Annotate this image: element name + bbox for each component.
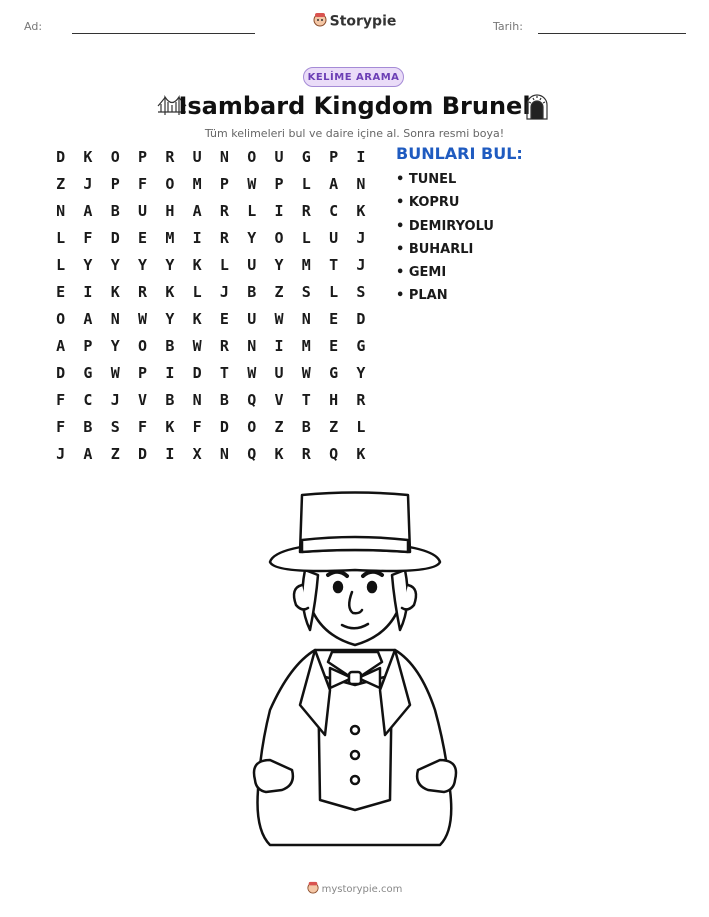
grid-letter[interactable]: K bbox=[192, 256, 202, 274]
grid-row bbox=[47, 147, 375, 174]
grid-letter[interactable]: A bbox=[83, 445, 93, 463]
grid-letter[interactable]: J bbox=[219, 283, 229, 301]
grid-letter[interactable]: F bbox=[56, 391, 66, 409]
grid-letter[interactable]: N bbox=[301, 310, 311, 328]
grid-letter[interactable]: P bbox=[329, 148, 339, 166]
grid-letter[interactable]: I bbox=[83, 283, 93, 301]
grid-letter[interactable]: A bbox=[83, 202, 93, 220]
grid-letter[interactable]: E bbox=[329, 337, 339, 355]
grid-letter[interactable]: U bbox=[138, 202, 148, 220]
grid-letter[interactable]: J bbox=[110, 391, 120, 409]
grid-letter[interactable]: Y bbox=[110, 256, 120, 274]
grid-letter[interactable]: N bbox=[247, 337, 257, 355]
grid-letter[interactable]: S bbox=[110, 418, 120, 436]
grid-letter[interactable]: B bbox=[219, 391, 229, 409]
grid-letter[interactable]: K bbox=[165, 283, 175, 301]
grid-letter[interactable]: M bbox=[301, 256, 311, 274]
grid-letter[interactable]: U bbox=[274, 148, 284, 166]
grid-letter[interactable]: U bbox=[247, 310, 257, 328]
grid-letter[interactable]: Y bbox=[138, 256, 148, 274]
grid-letter[interactable]: U bbox=[192, 148, 202, 166]
grid-letter[interactable]: B bbox=[165, 391, 175, 409]
grid-letter[interactable]: E bbox=[329, 310, 339, 328]
grid-letter[interactable]: J bbox=[356, 256, 366, 274]
grid-letter[interactable]: T bbox=[329, 256, 339, 274]
grid-letter[interactable]: U bbox=[247, 256, 257, 274]
grid-letter[interactable]: N bbox=[110, 310, 120, 328]
grid-letter[interactable]: O bbox=[138, 337, 148, 355]
grid-letter[interactable]: R bbox=[301, 445, 311, 463]
grid-letter[interactable]: W bbox=[274, 310, 284, 328]
grid-letter[interactable]: P bbox=[219, 175, 229, 193]
grid-letter[interactable]: J bbox=[83, 175, 93, 193]
grid-letter[interactable]: U bbox=[329, 229, 339, 247]
date-label: Tarih: bbox=[493, 20, 523, 33]
grid-letter[interactable]: G bbox=[83, 364, 93, 382]
grid-letter[interactable]: W bbox=[192, 337, 202, 355]
grid-letter[interactable]: F bbox=[56, 418, 66, 436]
name-label: Ad: bbox=[24, 20, 43, 33]
grid-letter[interactable]: O bbox=[247, 148, 257, 166]
grid-letter[interactable]: X bbox=[192, 445, 202, 463]
grid-letter[interactable]: L bbox=[301, 175, 311, 193]
grid-letter[interactable]: L bbox=[56, 256, 66, 274]
grid-letter[interactable]: Q bbox=[247, 445, 257, 463]
grid-letter[interactable]: F bbox=[138, 175, 148, 193]
tunnel-icon bbox=[525, 94, 549, 124]
grid-letter[interactable]: P bbox=[138, 148, 148, 166]
grid-letter[interactable]: A bbox=[329, 175, 339, 193]
grid-letter[interactable]: J bbox=[356, 229, 366, 247]
grid-letter[interactable]: A bbox=[56, 337, 66, 355]
grid-letter[interactable]: Y bbox=[165, 310, 175, 328]
grid-letter[interactable]: F bbox=[192, 418, 202, 436]
grid-letter[interactable]: S bbox=[356, 283, 366, 301]
grid-letter[interactable]: I bbox=[192, 229, 202, 247]
grid-letter[interactable]: N bbox=[356, 175, 366, 193]
grid-row bbox=[47, 255, 375, 282]
grid-letter[interactable]: V bbox=[274, 391, 284, 409]
footer-url[interactable]: mystorypie.com bbox=[321, 884, 403, 895]
grid-letter[interactable]: J bbox=[56, 445, 66, 463]
grid-letter[interactable]: Y bbox=[165, 256, 175, 274]
grid-letter[interactable]: G bbox=[301, 148, 311, 166]
grid-letter[interactable]: O bbox=[274, 229, 284, 247]
grid-letter[interactable]: R bbox=[301, 202, 311, 220]
grid-letter[interactable]: W bbox=[301, 364, 311, 382]
grid-letter[interactable]: G bbox=[356, 337, 366, 355]
grid-letter[interactable]: A bbox=[83, 310, 93, 328]
grid-letter[interactable]: L bbox=[192, 283, 202, 301]
grid-letter[interactable]: B bbox=[110, 202, 120, 220]
grid-letter[interactable]: B bbox=[83, 418, 93, 436]
find-word: • BUHARLI bbox=[396, 241, 474, 257]
find-word-list bbox=[396, 172, 494, 312]
grid-letter[interactable]: D bbox=[356, 310, 366, 328]
grid-row bbox=[47, 282, 375, 309]
footer bbox=[0, 881, 709, 897]
grid-letter[interactable]: R bbox=[165, 148, 175, 166]
grid-letter[interactable]: L bbox=[247, 202, 257, 220]
grid-letter[interactable]: O bbox=[110, 148, 120, 166]
grid-letter[interactable]: K bbox=[165, 418, 175, 436]
grid-letter[interactable]: K bbox=[83, 148, 93, 166]
grid-letter[interactable]: P bbox=[83, 337, 93, 355]
storypie-mascot-icon bbox=[307, 881, 319, 897]
grid-letter[interactable]: D bbox=[138, 445, 148, 463]
grid-letter[interactable]: B bbox=[165, 337, 175, 355]
grid-letter[interactable]: Q bbox=[247, 391, 257, 409]
grid-letter[interactable]: W bbox=[247, 175, 257, 193]
grid-letter[interactable]: N bbox=[219, 445, 229, 463]
grid-letter[interactable]: K bbox=[110, 283, 120, 301]
grid-letter[interactable]: I bbox=[274, 202, 284, 220]
grid-letter[interactable]: E bbox=[138, 229, 148, 247]
grid-letter[interactable]: R bbox=[356, 391, 366, 409]
grid-row bbox=[47, 309, 375, 336]
grid-letter[interactable]: A bbox=[192, 202, 202, 220]
name-line[interactable] bbox=[72, 33, 255, 34]
grid-letter[interactable]: Z bbox=[329, 418, 339, 436]
grid-row bbox=[47, 417, 375, 444]
grid-letter[interactable]: U bbox=[274, 364, 284, 382]
grid-letter[interactable]: F bbox=[138, 418, 148, 436]
grid-letter[interactable]: C bbox=[83, 391, 93, 409]
grid-letter[interactable]: N bbox=[192, 391, 202, 409]
grid-letter[interactable]: H bbox=[165, 202, 175, 220]
find-word: • KOPRU bbox=[396, 195, 460, 211]
grid-letter[interactable]: K bbox=[356, 445, 366, 463]
page-title: Isambard Kingdom Brunel bbox=[178, 92, 531, 120]
grid-letter[interactable]: T bbox=[219, 364, 229, 382]
grid-letter[interactable]: Z bbox=[274, 418, 284, 436]
grid-letter[interactable]: R bbox=[219, 202, 229, 220]
grid-letter[interactable]: I bbox=[165, 364, 175, 382]
find-word: • PLAN bbox=[396, 288, 448, 304]
grid-letter[interactable]: D bbox=[219, 418, 229, 436]
grid-letter[interactable]: N bbox=[56, 202, 66, 220]
instructions: Tüm kelimeleri bul ve daire içine al. Sonra resmi boya! bbox=[204, 127, 505, 140]
grid-letter[interactable]: T bbox=[301, 391, 311, 409]
grid-letter[interactable]: W bbox=[110, 364, 120, 382]
grid-letter[interactable]: M bbox=[192, 175, 202, 193]
grid-letter[interactable]: I bbox=[165, 445, 175, 463]
grid-row bbox=[47, 201, 375, 228]
grid-row bbox=[47, 174, 375, 201]
grid-letter[interactable]: Z bbox=[110, 445, 120, 463]
grid-letter[interactable]: B bbox=[301, 418, 311, 436]
grid-row bbox=[47, 390, 375, 417]
grid-letter[interactable]: D bbox=[192, 364, 202, 382]
grid-letter[interactable]: S bbox=[301, 283, 311, 301]
find-word: • DEMIRYOLU bbox=[396, 218, 494, 234]
grid-letter[interactable]: F bbox=[83, 229, 93, 247]
grid-letter[interactable]: C bbox=[329, 202, 339, 220]
grid-letter[interactable]: Y bbox=[356, 364, 366, 382]
grid-letter[interactable]: P bbox=[138, 364, 148, 382]
grid-letter[interactable]: R bbox=[219, 229, 229, 247]
grid-letter[interactable]: K bbox=[274, 445, 284, 463]
grid-letter[interactable]: R bbox=[219, 337, 229, 355]
grid-letter[interactable]: Y bbox=[247, 229, 257, 247]
grid-letter[interactable]: W bbox=[247, 364, 257, 382]
grid-letter[interactable]: N bbox=[219, 148, 229, 166]
grid-letter[interactable]: Z bbox=[274, 283, 284, 301]
grid-letter[interactable]: K bbox=[192, 310, 202, 328]
grid-letter[interactable]: Z bbox=[56, 175, 66, 193]
grid-letter[interactable]: I bbox=[274, 337, 284, 355]
grid-letter[interactable]: V bbox=[138, 391, 148, 409]
date-line[interactable] bbox=[538, 33, 686, 34]
grid-letter[interactable]: Y bbox=[274, 256, 284, 274]
grid-row bbox=[47, 228, 375, 255]
brand-name: Storypie bbox=[329, 13, 397, 30]
find-word: • TUNEL bbox=[396, 172, 457, 187]
grid-letter[interactable]: B bbox=[247, 283, 257, 301]
grid-letter[interactable]: Q bbox=[329, 445, 339, 463]
grid-letter[interactable]: L bbox=[56, 229, 66, 247]
grid-row bbox=[47, 336, 375, 363]
brunel-coloring-illustration bbox=[230, 490, 480, 859]
grid-letter[interactable]: M bbox=[301, 337, 311, 355]
grid-letter[interactable]: K bbox=[356, 202, 366, 220]
grid-letter[interactable]: G bbox=[329, 364, 339, 382]
activity-badge: KELİME ARAMA bbox=[303, 67, 404, 87]
grid-letter[interactable]: Y bbox=[110, 337, 120, 355]
grid-letter[interactable]: L bbox=[219, 256, 229, 274]
grid-row bbox=[47, 363, 375, 390]
grid-letter[interactable]: H bbox=[329, 391, 339, 409]
grid-letter[interactable]: R bbox=[138, 283, 148, 301]
grid-letter[interactable]: L bbox=[356, 418, 366, 436]
grid-letter[interactable]: E bbox=[219, 310, 229, 328]
grid-letter[interactable]: O bbox=[56, 310, 66, 328]
grid-row bbox=[47, 444, 375, 471]
grid-letter[interactable]: P bbox=[110, 175, 120, 193]
find-list-title: BUNLARI BUL: bbox=[396, 144, 523, 163]
grid-letter[interactable]: L bbox=[301, 229, 311, 247]
storypie-mascot-icon bbox=[313, 12, 327, 31]
grid-letter[interactable]: P bbox=[274, 175, 284, 193]
grid-letter[interactable]: W bbox=[138, 310, 148, 328]
brand-logo bbox=[0, 12, 709, 31]
word-search-grid[interactable] bbox=[47, 147, 375, 471]
grid-letter[interactable]: O bbox=[165, 175, 175, 193]
grid-letter[interactable]: E bbox=[56, 283, 66, 301]
grid-letter[interactable]: O bbox=[247, 418, 257, 436]
find-word: • GEMI bbox=[396, 265, 447, 281]
grid-letter[interactable]: Y bbox=[83, 256, 93, 274]
grid-letter[interactable]: I bbox=[356, 148, 366, 166]
grid-letter[interactable]: D bbox=[56, 148, 66, 166]
grid-letter[interactable]: L bbox=[329, 283, 339, 301]
grid-letter[interactable]: D bbox=[56, 364, 66, 382]
grid-letter[interactable]: M bbox=[165, 229, 175, 247]
grid-letter[interactable]: D bbox=[110, 229, 120, 247]
